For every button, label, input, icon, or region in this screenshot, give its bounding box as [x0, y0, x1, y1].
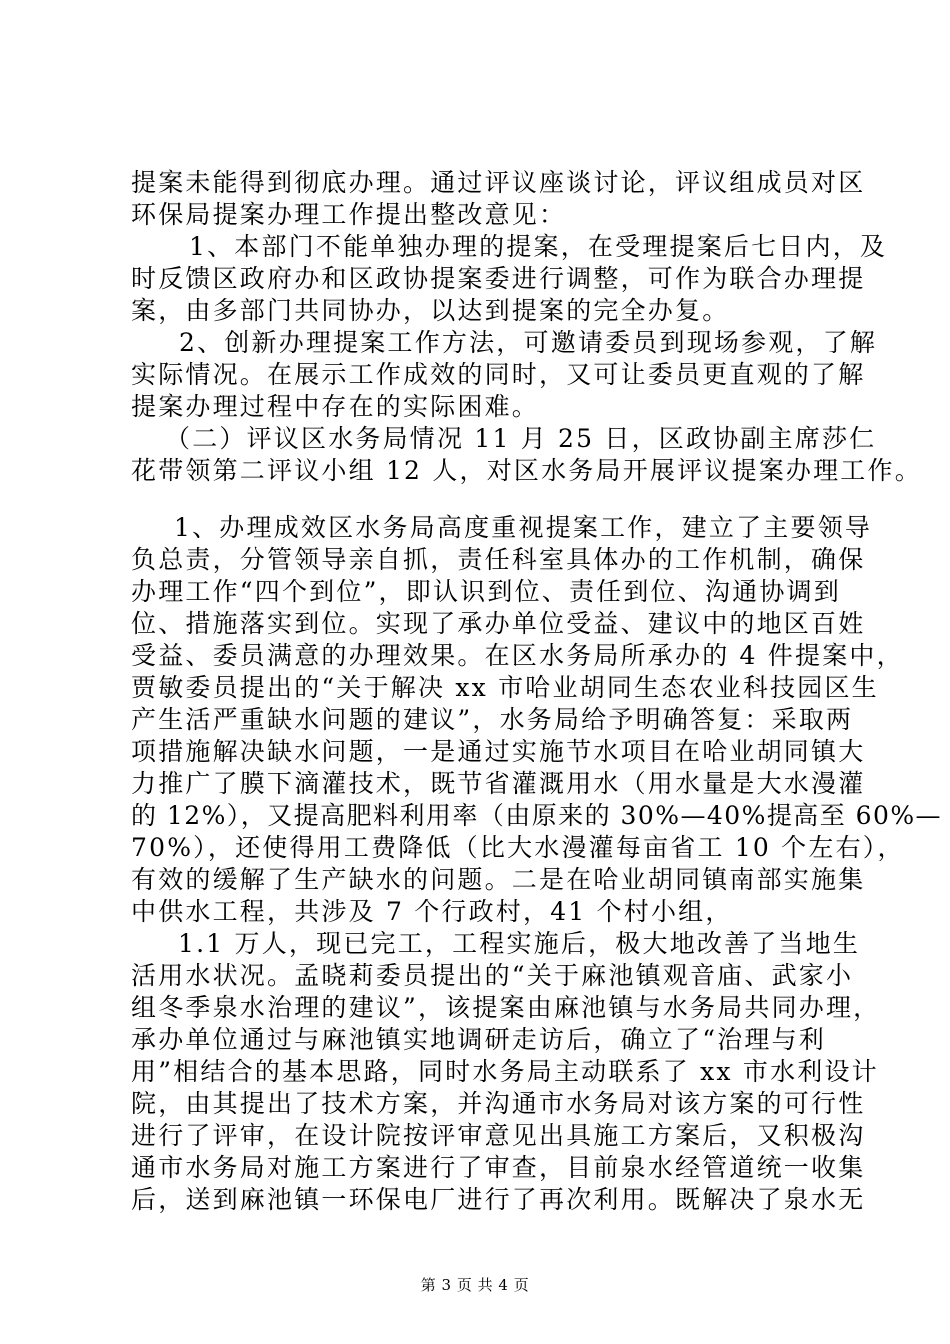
text-line-25: 活用水状况。孟晓莉委员提出的“关于麻池镇观音庙、武家小	[131, 961, 854, 990]
text-line-8: 提案办理过程中存在的实际困难。	[131, 392, 540, 421]
text-line-19: 力推广了膜下滴灌技术，既节省灌溉用水（用水量是大水漫灌	[131, 769, 866, 798]
text-line-6: 2、创新办理提案工作方法，可邀请委员到现场参观，了解	[179, 328, 878, 357]
text-line-20: 的 12%），又提高肥料利用率（由原来的 30%—40%提高至 60%—	[131, 801, 942, 830]
text-line-12: 负总责，分管领导亲自抓，责任科室具体办的工作机制，确保	[131, 545, 866, 574]
text-line-18: 项措施解决缺水问题，一是通过实施节水项目在哈业胡同镇大	[131, 737, 866, 766]
text-line-15: 受益、委员满意的办理效果。在区水务局所承办的 4 件提案中，	[131, 641, 904, 670]
page-number-footer: 第 3 页 共 4 页	[420, 1276, 530, 1294]
text-line-23: 中供水工程，共涉及 7 个行政村，41 个村小组，	[131, 897, 733, 926]
text-line-16: 贾敏委员提出的“关于解决 xx 市哈业胡同生态农业科技园区生	[131, 673, 879, 702]
text-line-10: 花带领第二评议小组 12 人，对区水务局开展评议提案办理工作。	[131, 456, 922, 485]
text-line-17: 产生活严重缺水问题的建议”，水务局给予明确答复：采取两	[131, 705, 854, 734]
text-line-5: 案，由多部门共同协办，以达到提案的完全办复。	[131, 296, 730, 325]
text-line-13: 办理工作“四个到位”，即认识到位、责任到位、沟通协调到	[131, 577, 841, 606]
text-line-24: 1.1 万人，现已完工，工程实施后，极大地改善了当地生	[178, 929, 861, 958]
text-line-11: 1、办理成效区水务局高度重视提案工作，建立了主要领导	[174, 513, 873, 542]
text-line-21: 70%），还使得用工费降低（比大水漫灌每亩省工 10 个左右），	[131, 833, 905, 862]
text-line-22: 有效的缓解了生产缺水的问题。二是在哈业胡同镇南部实施集	[131, 865, 866, 894]
text-line-28: 用”相结合的基本思路，同时水务局主动联系了 xx 市水利设计	[131, 1057, 879, 1086]
text-line-27: 承办单位通过与麻池镇实地调研走访后，确立了“治理与利	[131, 1025, 826, 1054]
text-line-26: 组冬季泉水治理的建议”，该提案由麻池镇与水务局共同办理，	[131, 993, 881, 1022]
text-line-1: 提案未能得到彻底办理。通过评议座谈讨论，评议组成员对区	[131, 168, 866, 197]
text-line-7: 实际情况。在展示工作成效的同时，又可让委员更直观的了解	[131, 360, 866, 389]
text-line-14: 位、措施落实到位。实现了承办单位受益、建议中的地区百姓	[131, 609, 866, 638]
text-line-4: 时反馈区政府办和区政协提案委进行调整，可作为联合办理提	[131, 264, 866, 293]
text-line-9: （二）评议区水务局情况 11 月 25 日，区政协副主席莎仁	[165, 424, 877, 453]
text-line-31: 通市水务局对施工方案进行了审查，目前泉水经管道统一收集	[131, 1153, 866, 1182]
text-line-32: 后，送到麻池镇一环保电厂进行了再次利用。既解决了泉水无	[131, 1185, 866, 1214]
text-line-3: 1、本部门不能单独办理的提案，在受理提案后七日内，及	[189, 232, 888, 261]
text-line-30: 进行了评审，在设计院按评审意见出具施工方案后，又积极沟	[131, 1121, 866, 1150]
text-line-29: 院，由其提出了技术方案，并沟通市水务局对该方案的可行性	[131, 1089, 866, 1118]
text-line-2: 环保局提案办理工作提出整改意见：	[131, 200, 567, 229]
